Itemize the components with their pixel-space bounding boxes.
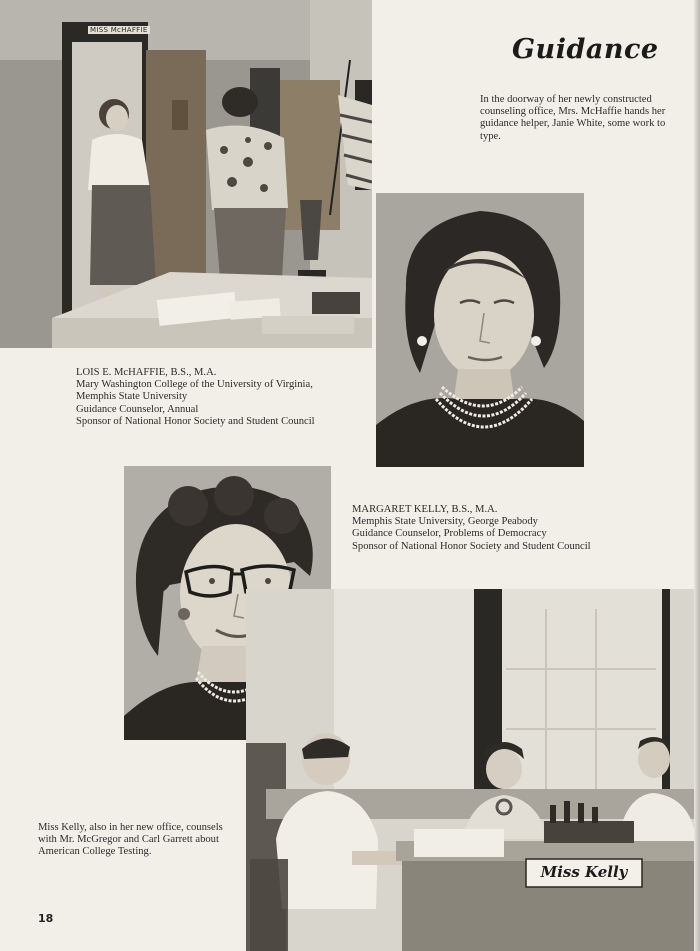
caption-mchaffie-line: Memphis State University bbox=[76, 391, 188, 403]
portrait-mchaffie bbox=[376, 193, 584, 467]
caption-kelly-name: MARGARET KELLY, B.S., M.A. bbox=[352, 504, 498, 515]
photo-caption-top-text: In the doorway of her newly constructed counseling office, Mrs. McHaffie hands her guidance helper, Janie White, some work to type. bbox=[480, 94, 666, 142]
caption-mchaffie-line: Mary Washington College of the University of Virginia, bbox=[76, 379, 313, 391]
photo-kelly-office bbox=[246, 589, 694, 951]
caption-kelly bbox=[352, 504, 591, 553]
section-title: Guidance bbox=[512, 34, 659, 65]
photo-caption-bottom bbox=[38, 822, 228, 859]
photo-caption-top bbox=[480, 94, 680, 143]
caption-mchaffie-name: LOIS E. McHAFFIE, B.S., M.A. bbox=[76, 367, 217, 378]
caption-kelly-line: Sponsor of National Honor Society and Student Council bbox=[352, 540, 591, 552]
caption-mchaffie bbox=[76, 367, 315, 428]
caption-mchaffie-line: Sponsor of National Honor Society and Student Council bbox=[76, 415, 315, 427]
caption-kelly-line: Memphis State University, George Peabody bbox=[352, 516, 538, 528]
door-sign: MISS McHAFFIE bbox=[90, 26, 148, 34]
page-number: 18 bbox=[38, 912, 54, 925]
desk-nameplate: Miss Kelly bbox=[540, 863, 628, 881]
photo-doorway-scene bbox=[0, 0, 372, 348]
caption-mchaffie-line: Guidance Counselor, Annual bbox=[76, 403, 199, 415]
caption-kelly-line: Guidance Counselor, Problems of Democracy bbox=[352, 528, 547, 540]
page-spine-edge bbox=[694, 0, 700, 951]
photo-caption-bottom-text: Miss Kelly, also in her new office, counsels with Mr. McGregor and Carl Garrett about American College Testing. bbox=[38, 822, 223, 858]
